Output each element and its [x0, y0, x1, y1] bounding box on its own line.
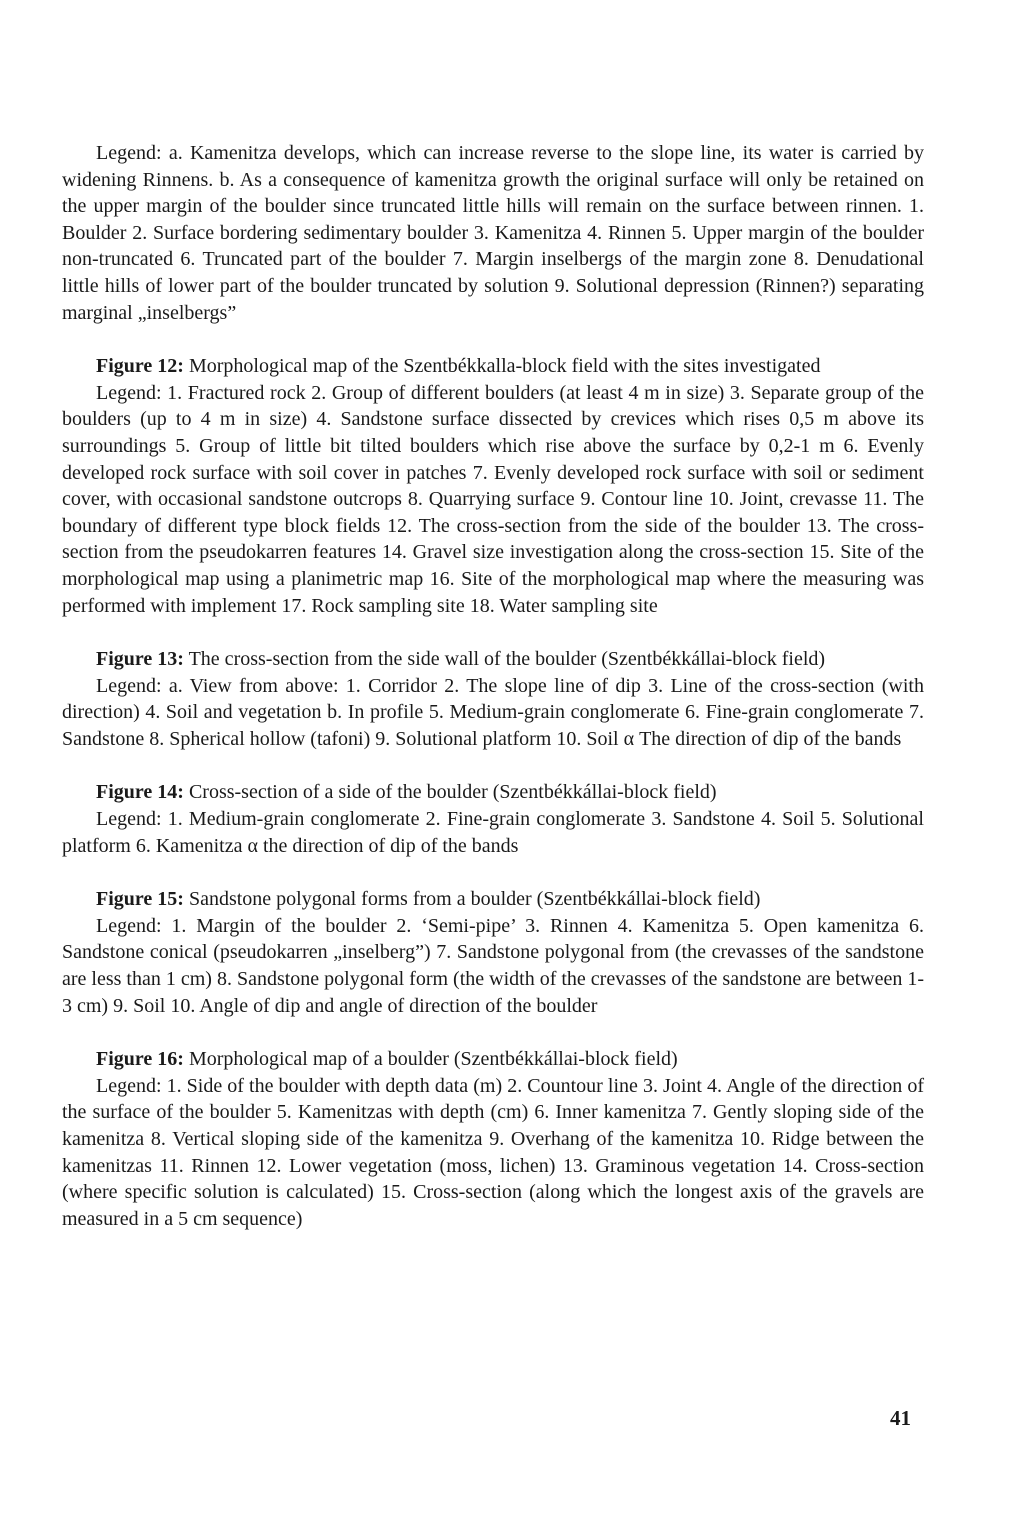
figure-16-caption — [62, 1046, 924, 1232]
figure-15-title: Sandstone polygonal forms from a boulder (Szentbékkállai-block field) — [183, 888, 761, 911]
figure-14-title: Cross-section of a side of the boulder (Szentbékkállai-block field) — [183, 781, 717, 804]
spacer — [62, 752, 924, 779]
figure-13-label: Figure 13: — [96, 648, 184, 671]
figure-12-label: Figure 12: — [96, 355, 184, 378]
figure-15-label: Figure 15: — [96, 888, 184, 911]
figure-12-title-line — [62, 353, 924, 380]
spacer — [62, 619, 924, 646]
figure-16-title-line — [62, 1046, 924, 1073]
figure-16-title: Morphological map of a boulder (Szentbékkállai-block field) — [183, 1048, 678, 1071]
figure-14-label: Figure 14: — [96, 781, 184, 804]
figure-16-label: Figure 16: — [96, 1048, 184, 1071]
page-body — [62, 140, 924, 1232]
figure-14-legend: Legend: 1. Medium-grain conglomerate 2. Fine-grain conglomerate 3. Sandstone 4. Soil 5. Solutional platform 6. Kamenitza α the direction of dip of the bands — [62, 808, 924, 857]
figure-15-caption — [62, 886, 924, 1019]
figure-14-title-line — [62, 779, 924, 806]
figure-16-legend: Legend: 1. Side of the boulder with depth data (m) 2. Countour line 3. Joint 4. Angle of the direction of the surface of the boulder 5. Kamenitzas with depth (cm) 6. Inner kamenitza 7. Gently sloping side of the kamenitza 8. Vertical sloping side of the kamenitza 9. Overhang of the kamenitza 10. Ridge between the kamenitzas 11. Rinnen 12. Lower vegetation (moss, lichen) 13. Graminous vegetation 14. Cross-section (where specific solution is calculated) 15. Cross-section (along which the longest axis of the gravels are measured in a 5 cm sequence) — [62, 1074, 924, 1230]
figure-13-caption — [62, 646, 924, 752]
spacer — [62, 859, 924, 886]
figure-15-legend: Legend: 1. Margin of the boulder 2. ‘Semi-pipe’ 3. Rinnen 4. Kamenitza 5. Open kamenitza 6. Sandstone conical (pseudokarren „inselberg”) 7. Sandstone polygonal from (the crevasses of the sandstone are less than 1 cm) 8. Sandstone polygonal form (the width of the crevasses of the sandstone are between 1-3 cm) 9. Soil 10. Angle of dip and angle of direction of the boulder — [62, 914, 924, 1017]
figure-12-title: Morphological map of the Szentbékkalla-block field with the sites investigated — [183, 355, 821, 378]
page-number: 41 — [890, 1406, 911, 1430]
spacer — [62, 1019, 924, 1046]
figure-13-title-line — [62, 646, 924, 673]
figure-13-title: The cross-section from the side wall of the boulder (Szentbékkállai-block field) — [183, 648, 826, 671]
figure-11-legend-continued: Legend: a. Kamenitza develops, which can increase reverse to the slope line, its water is carried by widening Rinnens. b. As a consequence of kamenitza growth the original surface will only be retained on the upper margin of the boulder since truncated little hills will remain on the surface between rinnen. 1. Boulder 2. Surface bordering sedimentary boulder 3. Kamenitza 4. Rinnen 5. Upper margin of the boulder non-truncated 6. Truncated part of the boulder 7. Margin inselbergs of the margin zone 8. Denudational little hills of lower part of the boulder truncated by solution 9. Solutional depression (Rinnen?) separating marginal „inselbergs” — [62, 142, 924, 324]
figure-14-caption — [62, 779, 924, 859]
figure-15-title-line — [62, 886, 924, 913]
figure-12-legend: Legend: 1. Fractured rock 2. Group of different boulders (at least 4 m in size) 3. Separate group of the boulders (up to 4 m in size) 4. Sandstone surface dissected by crevices which rises 0,5 m above its surroundings 5. Group of little bit tilted boulders which rise above the surface by 0,2-1 m 6. Evenly developed rock surface with soil cover in patches 7. Evenly developed rock surface with soil or sediment cover, with occasional sandstone outcrops 8. Quarrying surface 9. Contour line 10. Joint, crevasse 11. The boundary of different type block fields 12. The cross-section from the side of the boulder 13. The cross-section from the pseudokarren features 14. Gravel size investigation along the cross-section 15. Site of the morphological map using a planimetric map 16. Site of the morphological map where the measuring was performed with implement 17. Rock sampling site 18. Water sampling site — [62, 381, 924, 617]
figure-13-legend: Legend: a. View from above: 1. Corridor 2. The slope line of dip 3. Line of the cross-section (with direction) 4. Soil and vegetation b. In profile 5. Medium-grain conglomerate 6. Fine-grain conglomerate 7. Sandstone 8. Spherical hollow (tafoni) 9. Solutional platform 10. Soil α The direction of dip of the bands — [62, 674, 924, 750]
spacer — [62, 326, 924, 353]
figure-12-caption — [62, 353, 924, 619]
